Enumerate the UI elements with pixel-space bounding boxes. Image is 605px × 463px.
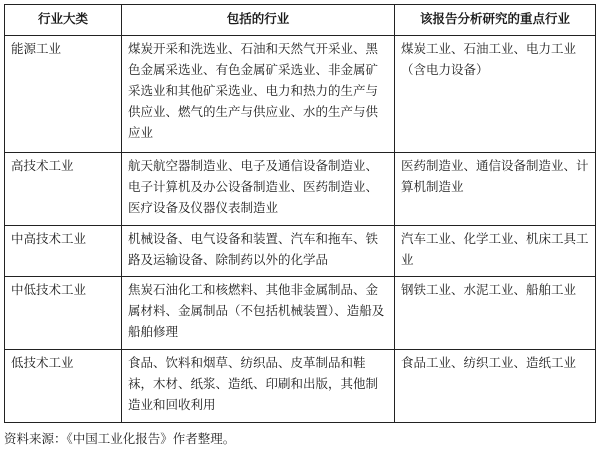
row-focus: 煤炭工业、石油工业、电力工业（含电力设备）	[395, 36, 596, 153]
row-includes: 航天航空器制造业、电子及通信设备制造业、电子计算机及办公设备制造业、医药制造业、医疗设备及仪器仪表制造业	[122, 153, 395, 226]
header-focus: 该报告分析研究的重点行业	[395, 5, 596, 36]
table-row	[5, 36, 596, 153]
header-includes: 包括的行业	[122, 5, 395, 36]
row-focus: 汽车工业、化学工业、机床工具工业	[395, 226, 596, 277]
row-category: 中高技术工业	[5, 226, 122, 277]
row-focus: 食品工业、纺织工业、造纸工业	[395, 350, 596, 423]
row-focus: 医药制造业、通信设备制造业、计算机制造业	[395, 153, 596, 226]
industry-table	[4, 4, 596, 423]
table-row	[5, 153, 596, 226]
row-includes: 机械设备、电气设备和装置、汽车和拖车、铁路及运输设备、除制药以外的化学品	[122, 226, 395, 277]
header-category: 行业大类	[5, 5, 122, 36]
source-note: 资料来源：《中国工业化报告》作者整理。	[4, 431, 236, 446]
table-row	[5, 350, 596, 423]
row-category: 低技术工业	[5, 350, 122, 423]
table-header-row	[5, 5, 596, 36]
table-row	[5, 277, 596, 350]
row-includes: 焦炭石油化工和核燃料、其他非金属制品、金属材料、金属制品（不包括机械装置）、造船及船舶修理	[122, 277, 395, 350]
row-focus: 钢铁工业、水泥工业、船舶工业	[395, 277, 596, 350]
row-category: 高技术工业	[5, 153, 122, 226]
row-category: 能源工业	[5, 36, 122, 153]
row-includes: 食品、饮料和烟草、纺织品、皮革制品和鞋袜，木材、纸浆、造纸、印刷和出版，其他制造业和回收利用	[122, 350, 395, 423]
row-category: 中低技术工业	[5, 277, 122, 350]
table-row	[5, 226, 596, 277]
row-includes: 煤炭开采和洗选业、石油和天然气开采业、黑色金属采选业、有色金属矿采选业、非金属矿采选业和其他矿采选业、电力和热力的生产与供应业、燃气的生产与供应业、水的生产与供应业	[122, 36, 395, 153]
